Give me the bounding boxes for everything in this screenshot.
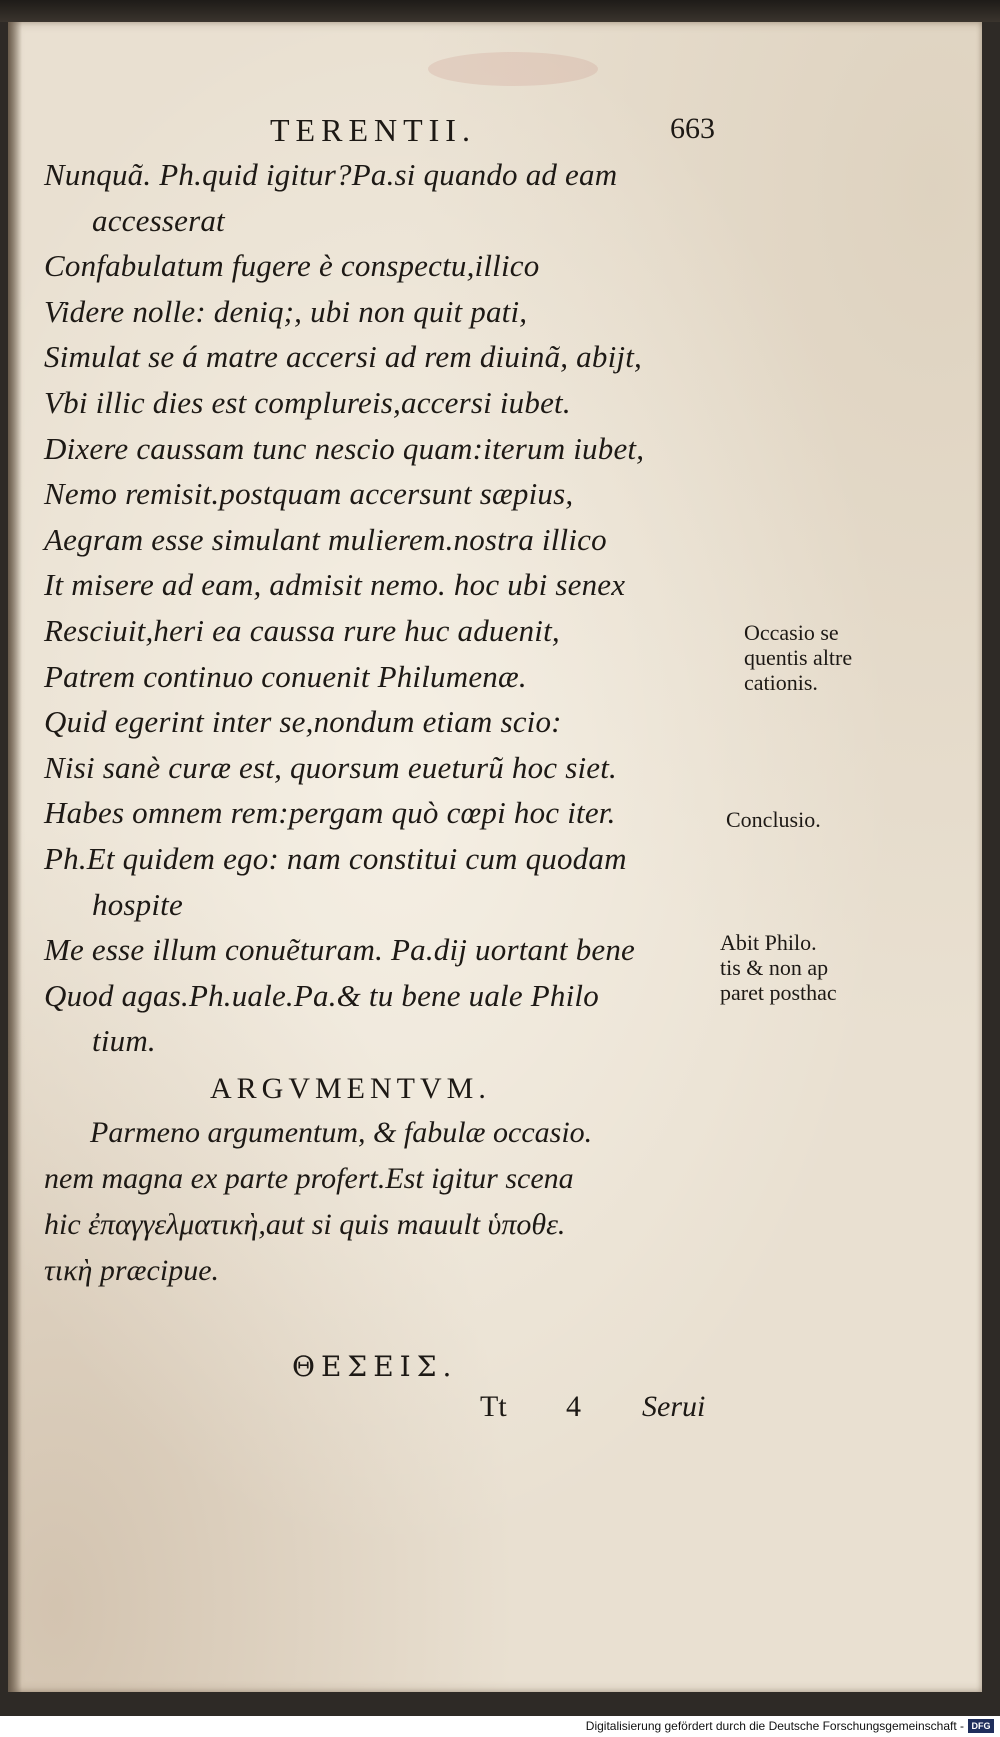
running-head: TERENTII.	[270, 112, 476, 148]
signature-number: 4	[566, 1390, 581, 1423]
margin-note-line: tis & non ap	[720, 955, 829, 980]
digitization-credit: Digitalisierung gefördert durch die Deutsche Forschungsgemeinschaft -	[585, 1719, 964, 1733]
argument-line: τικὴ præcipue.	[44, 1254, 220, 1287]
verse-line: Nisi sanè curæ est, quorsum eueturũ hoc siet.	[44, 749, 617, 785]
argument-line: hic ἐπαγγελματικὴ,aut si quis mauult ὑποθε.	[44, 1208, 566, 1241]
verse-line: Videre nolle: deniq;, ubi non quit pati,	[44, 293, 528, 329]
verse-line: accesserat	[92, 202, 225, 238]
argument-paragraph	[44, 1110, 734, 1294]
verse-line: Nunquã. Ph.quid igitur?Pa.si quando ad eam	[44, 157, 618, 192]
verse-line: Patrem continuo conuenit Philumenæ.	[44, 658, 527, 694]
verse-line: Habes omnem rem:pergam quò cœpi hoc iter.	[44, 795, 616, 831]
verse-line: Me esse illum conuẽturam. Pa.dij uortant bene	[44, 932, 636, 968]
verse-line: Quid egerint inter se,nondum etiam scio:	[44, 704, 562, 740]
verse-line: Vbi illic dies est complureis,accersi iubet.	[44, 384, 571, 420]
verse-line: Simulat se á matre accersi ad rem diuinã, abijt,	[44, 339, 642, 375]
dfg-logo-icon: DFG	[968, 1719, 994, 1733]
verse-line: hospite	[92, 886, 183, 922]
margin-note-line: quentis altre	[744, 645, 853, 670]
verse-line: Quod agas.Ph.uale.Pa.& tu bene uale Philo	[44, 977, 599, 1013]
verse-line: Resciuit,heri ea caussa rure huc aduenit,	[44, 612, 560, 648]
section-title-greek: ΘΕΣΕΙΣ.	[292, 1350, 458, 1383]
catchword: Serui	[642, 1390, 706, 1423]
verse-line: Confabulatum fugere è conspectu,illico	[44, 248, 540, 284]
verse-line: Dixere caussam tunc nescio quam:iterum iubet,	[44, 430, 645, 466]
argument-line: nem magna ex parte profert.Est igitur scena	[44, 1162, 574, 1195]
verse-text	[44, 152, 724, 1064]
margin-note-occasio	[744, 620, 852, 695]
margin-note-line: cationis.	[744, 670, 818, 695]
margin-note-conclusio: Conclusio.	[726, 807, 821, 832]
page-number: 663	[670, 112, 715, 145]
verse-line: Nemo remisit.postquam accersunt sæpius,	[44, 476, 574, 512]
verse-line: Ph.Et quidem ego: nam constitui cum quodam	[44, 840, 627, 876]
margin-note-abit	[720, 930, 837, 1005]
argument-line: Parmeno argumentum, & fabulæ occasio.	[90, 1116, 593, 1149]
argument-heading: ARGVMENTVM.	[210, 1072, 491, 1105]
verse-line: It misere ad eam, admisit nemo. hoc ubi senex	[44, 567, 626, 603]
signature-mark: Tt	[480, 1390, 507, 1423]
ink-stain	[428, 52, 598, 86]
margin-note-line: paret posthac	[720, 980, 837, 1005]
margin-note-line: Occasio se	[744, 620, 839, 645]
verse-line: Aegram esse simulant mulierem.nostra illico	[44, 521, 607, 557]
margin-note-line: Abit Philo.	[720, 930, 817, 955]
verse-line: tium.	[92, 1023, 156, 1059]
book-top-edge	[0, 0, 1000, 22]
page-gutter-shadow	[8, 22, 22, 1692]
